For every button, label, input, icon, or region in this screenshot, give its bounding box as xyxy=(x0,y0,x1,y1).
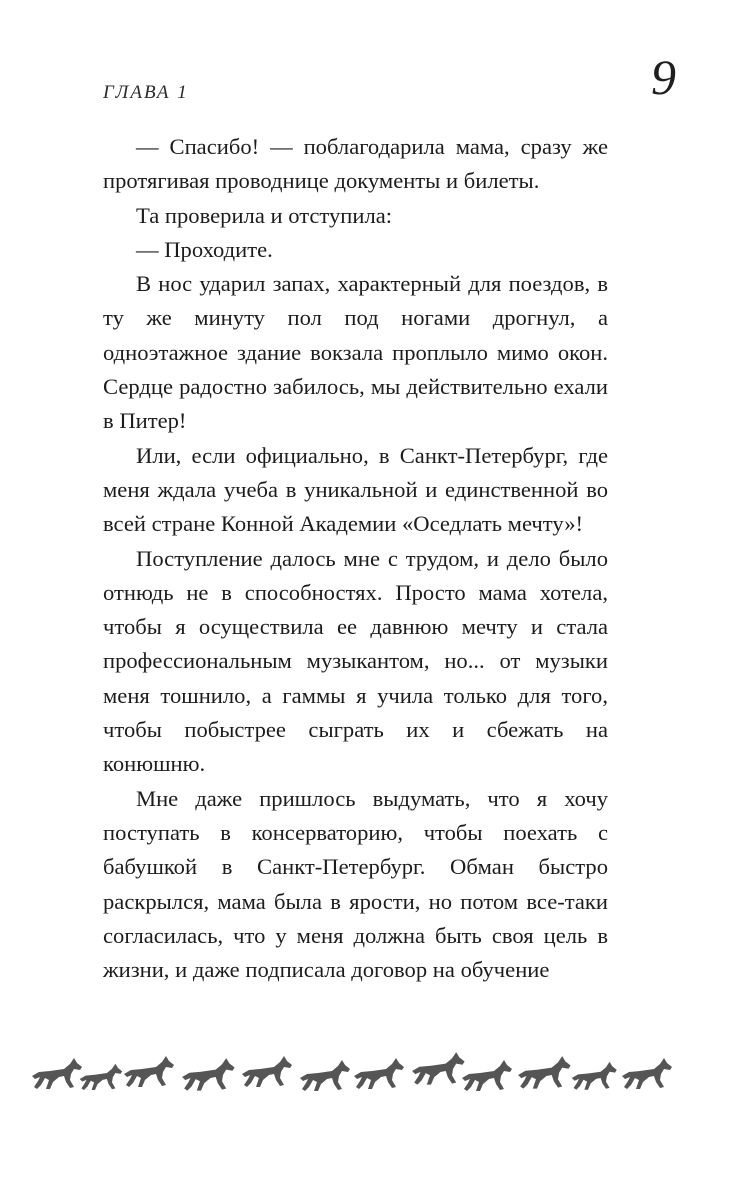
horse-icon xyxy=(518,1056,571,1089)
horse-icon xyxy=(124,1056,174,1087)
horse-icon xyxy=(182,1058,234,1091)
horse-icon xyxy=(354,1058,404,1089)
horse-icon xyxy=(412,1052,465,1085)
horse-icon xyxy=(300,1060,350,1091)
paragraph: В нос ударил запах, характерный для поездов, в ту же минуту пол под ногами дрогнул, а одноэтажное здание вокзала проплыло мимо окон. Сердце радостно забилось, мы действительно ехали в Питер! xyxy=(103,271,608,434)
paragraph: Поступление далось мне с трудом, и дело было отнюдь не в способностях. Просто мама хотела, чтобы я осуществила ее давнюю мечту и стала профессиональным музыкантом, но... от музыки меня тошнило, а гаммы я учила только для того, чтобы побыстрее сыграть их и сбежать на конюшню. xyxy=(103,545,608,777)
body-text xyxy=(103,130,608,987)
paragraph: Мне даже пришлось выдумать, что я хочу поступать в консерваторию, чтобы поехать с бабушкой в Санкт-Петербург. Обман быстро раскрылся, мама была в ярости, но потом все-таки согласилась, что у меня должна быть своя цель в жизни, и даже подписала договор на обучение xyxy=(103,785,608,983)
paragraph: Та проверила и отступила: xyxy=(136,202,393,228)
paragraph: — Спасибо! — поблагодарила мама, сразу же протягивая проводнице документы и билеты. xyxy=(103,134,608,194)
horse-frieze-icon xyxy=(30,1044,685,1100)
page-number: 9 xyxy=(651,49,676,105)
running-head: ГЛАВА 1 xyxy=(103,82,189,103)
horse-icon xyxy=(80,1064,123,1090)
horse-icon xyxy=(572,1062,617,1090)
paragraph: — Проходите. xyxy=(136,236,273,262)
paragraph: Или, если официально, в Санкт-Петербург, где меня ждала учеба в уникальной и единственной во всей стране Конной Академии «Оседлать мечту»! xyxy=(103,442,608,537)
horse-icon xyxy=(32,1058,82,1089)
horse-icon xyxy=(462,1060,512,1091)
horse-icon xyxy=(622,1058,672,1089)
horse-icon xyxy=(242,1056,292,1087)
